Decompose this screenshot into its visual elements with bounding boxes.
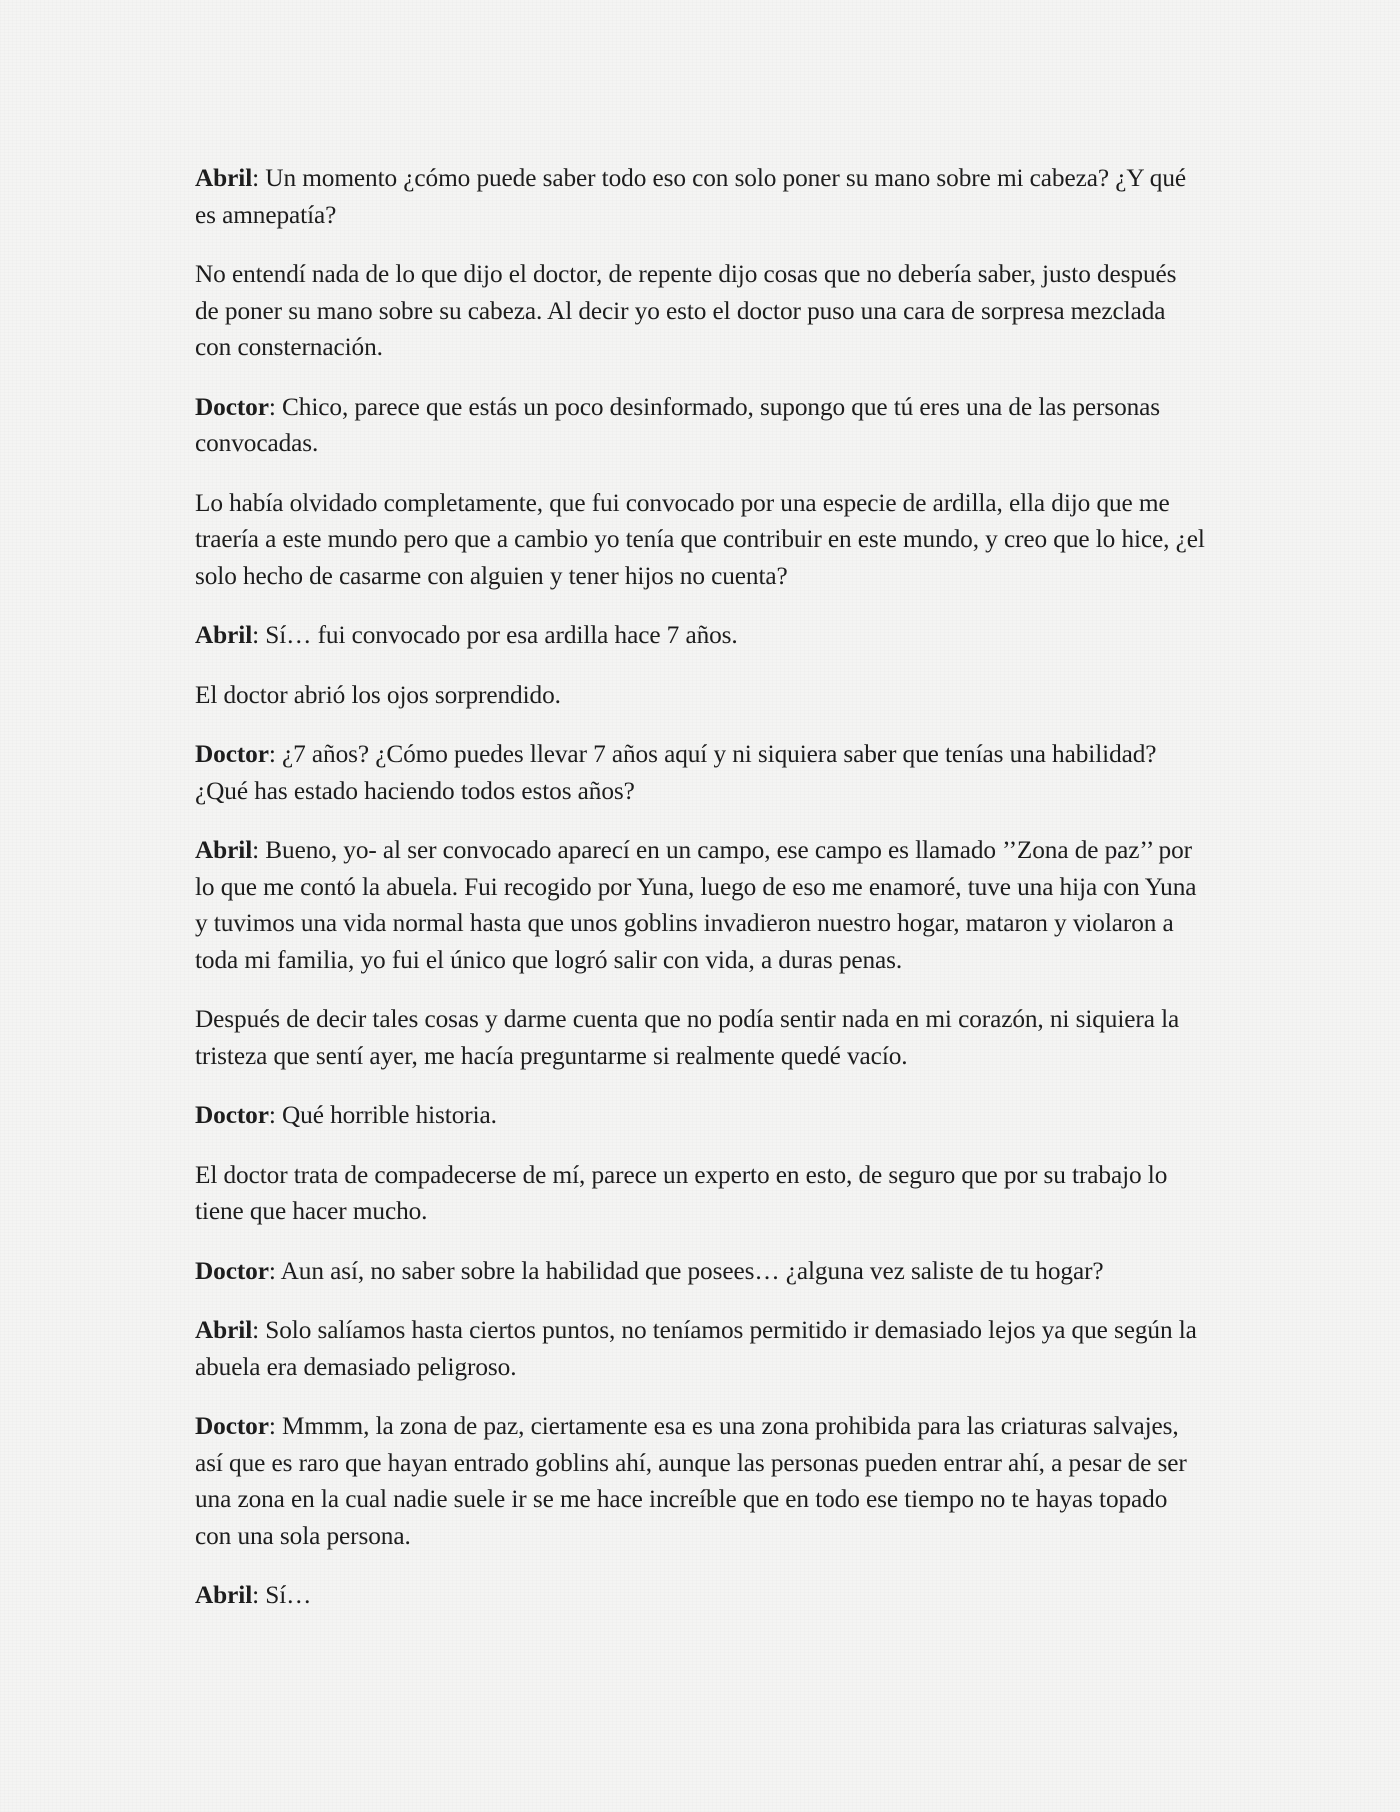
speaker-name: Doctor bbox=[195, 1412, 269, 1440]
dialogue-paragraph bbox=[195, 1577, 1205, 1614]
paragraph-text: : Bueno, yo- al ser convocado aparecí en un campo, ese campo es llamado ’’Zona de paz’’ por lo que me contó la abuela. Fui recogido por Yuna, luego de eso me enamoré, tuve una hija con Yuna y tuvimos una vida normal hasta que unos goblins invadieron nuestro hogar, mataron y violaron a toda mi familia, yo fui el único que logró salir con vida, a duras penas. bbox=[195, 836, 1197, 974]
speaker-name: Abril bbox=[195, 164, 253, 192]
paragraph-text: El doctor abrió los ojos sorprendido. bbox=[195, 680, 561, 709]
paragraph-text: : Sí… fui convocado por esa ardilla hace 7 años. bbox=[252, 621, 738, 649]
paragraph-text: : Mmmm, la zona de paz, ciertamente esa es una zona prohibida para las criaturas salvajes, así que es raro que hayan entrado goblins ahí, aunque las personas pueden entrar ahí, a pesar de ser una zona en la cual nadie suele ir se me hace increíble que en todo ese tiempo no te hayas topado con una sola persona. bbox=[195, 1412, 1187, 1550]
paragraph-text: El doctor trata de compadecerse de mí, parece un experto en esto, de seguro que por su trabajo lo tiene que hacer mucho. bbox=[195, 1160, 1168, 1225]
speaker-name: Doctor bbox=[195, 1256, 269, 1285]
paragraph-text: : Solo salíamos hasta ciertos puntos, no teníamos permitido ir demasiado lejos ya que según la abuela era demasiado peligroso. bbox=[195, 1316, 1197, 1381]
dialogue-paragraph bbox=[195, 1312, 1205, 1385]
speaker-name: Abril bbox=[195, 1581, 253, 1609]
dialogue-paragraph bbox=[195, 389, 1205, 462]
dialogue-paragraph bbox=[195, 832, 1205, 978]
dialogue-paragraph bbox=[195, 1408, 1205, 1554]
speaker-name: Abril bbox=[195, 621, 253, 649]
narration-paragraph bbox=[195, 1001, 1205, 1074]
speaker-name: Doctor bbox=[195, 740, 269, 768]
narration-paragraph bbox=[195, 256, 1205, 366]
narration-paragraph bbox=[195, 677, 1205, 714]
speaker-name: Doctor bbox=[195, 392, 269, 421]
dialogue-paragraph bbox=[195, 736, 1205, 809]
narration-paragraph bbox=[195, 485, 1205, 595]
paragraph-text: : Aun así, no saber sobre la habilidad que posees… ¿alguna vez saliste de tu hogar? bbox=[268, 1256, 1104, 1285]
paragraph-text: : Qué horrible historia. bbox=[268, 1101, 497, 1129]
paragraph-text: : Un momento ¿cómo puede saber todo eso con solo poner su mano sobre mi cabeza? ¿Y qué es amnepatía? bbox=[195, 164, 1187, 229]
dialogue-paragraph bbox=[195, 617, 1205, 654]
speaker-name: Abril bbox=[195, 1316, 253, 1344]
paragraph-text: Después de decir tales cosas y darme cuenta que no podía sentir nada en mi corazón, ni siquiera la tristeza que sentí ayer, me hacía preguntarme si realmente quedé vacío. bbox=[195, 1005, 1180, 1070]
dialogue-paragraph bbox=[195, 1253, 1205, 1290]
narration-paragraph bbox=[195, 1157, 1205, 1230]
paragraph-text: : Chico, parece que estás un poco desinformado, supongo que tú eres una de las personas convocadas. bbox=[195, 392, 1161, 457]
dialogue-paragraph bbox=[195, 160, 1205, 233]
paragraph-text: : Sí… bbox=[252, 1581, 312, 1609]
speaker-name: Doctor bbox=[195, 1101, 269, 1129]
paragraph-text: Lo había olvidado completamente, que fui convocado por una especie de ardilla, ella dijo que me traería a este mundo pero que a cambio yo tenía que contribuir en este mundo, y creo que lo hice, ¿el solo hecho de casarme con alguien y tener hijos no cuenta? bbox=[195, 488, 1205, 590]
paragraph-text: : ¿7 años? ¿Cómo puedes llevar 7 años aquí y ni siquiera saber que tenías una habilidad? ¿Qué has estado haciendo todos estos años? bbox=[195, 740, 1157, 805]
dialogue-paragraph bbox=[195, 1097, 1205, 1134]
paragraph-text: No entendí nada de lo que dijo el doctor, de repente dijo cosas que no debería saber, justo después de poner su mano sobre su cabeza. Al decir yo esto el doctor puso una cara de sorpresa mezclada con consternación. bbox=[195, 260, 1177, 361]
speaker-name: Abril bbox=[195, 836, 253, 864]
